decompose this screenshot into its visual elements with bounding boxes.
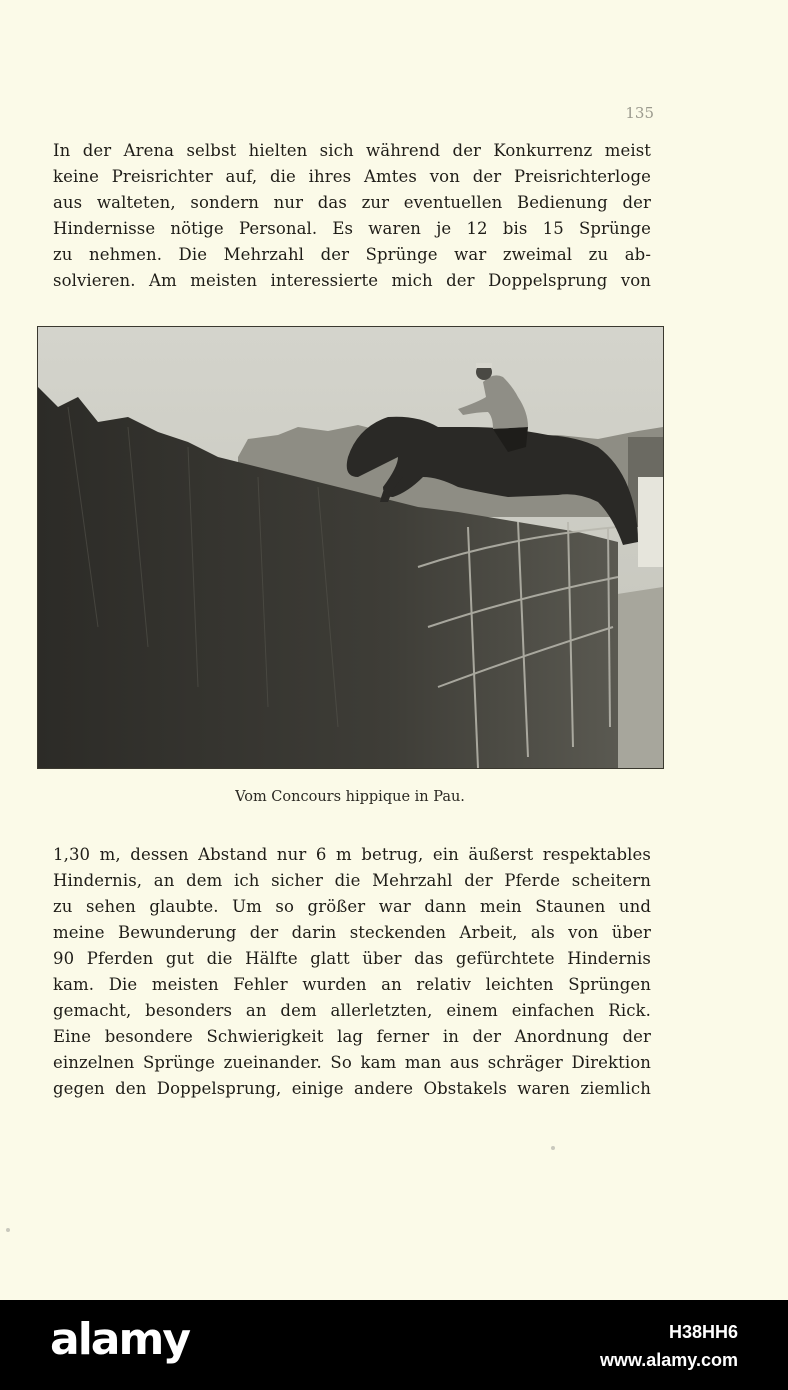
image-id: H38HH6 (668, 1322, 738, 1342)
text-line: aus walteten, sondern nur das zur eventuellen Bedienung der (53, 193, 651, 212)
paragraph-top (53, 138, 651, 294)
text-line: solvieren. Am meisten interessierte mich der Doppelsprung von (53, 271, 651, 290)
alamy-logo: alamy (50, 1314, 189, 1365)
figure-caption: Vom Concours hippique in Pau. (235, 789, 465, 805)
text-line: 1,30 m, dessen Abstand nur 6 m betrug, ein äußerst respektables (53, 845, 651, 864)
text-line: Hindernis, an dem ich sicher die Mehrzahl der Pferde scheitern (53, 871, 651, 890)
text-line: kam. Die meisten Fehler wurden an relativ leichten Sprüngen (53, 975, 651, 994)
text-line: In der Arena selbst hielten sich während der Konkurrenz meist (53, 141, 651, 160)
text-line: einzelnen Sprünge zueinander. So kam man aus schräger Direktion (53, 1053, 651, 1072)
watermark-url: www.alamy.com (599, 1350, 738, 1370)
paper-speck (551, 1146, 555, 1150)
text-line: Hindernisse nötige Personal. Es waren je 12 bis 15 Sprünge (53, 219, 651, 238)
paper-speck (6, 1228, 10, 1232)
paragraph-bottom (53, 842, 651, 1102)
horse-jump-photo (37, 326, 664, 769)
text-line: keine Preisrichter auf, die ihres Amtes von der Preisrichterloge (53, 167, 651, 186)
watermark-bar (0, 1300, 788, 1390)
text-line: zu nehmen. Die Mehrzahl der Sprünge war zweimal zu ab- (53, 245, 651, 264)
text-line: zu sehen glaubte. Um so größer war dann mein Staunen und (53, 897, 651, 916)
text-line: gegen den Doppelsprung, einige andere Obstakels waren ziemlich (53, 1079, 651, 1098)
text-line: Eine besondere Schwierigkeit lag ferner in der Anordnung der (53, 1027, 651, 1046)
text-line: 90 Pferden gut die Hälfte glatt über das gefürchtete Hindernis (53, 949, 651, 968)
page-number: 135 (625, 104, 654, 122)
text-line: gemacht, besonders an dem allerletzten, einem einfachen Rick. (53, 1001, 651, 1020)
text-line: meine Bewunderung der darin steckenden Arbeit, als von über (53, 923, 651, 942)
